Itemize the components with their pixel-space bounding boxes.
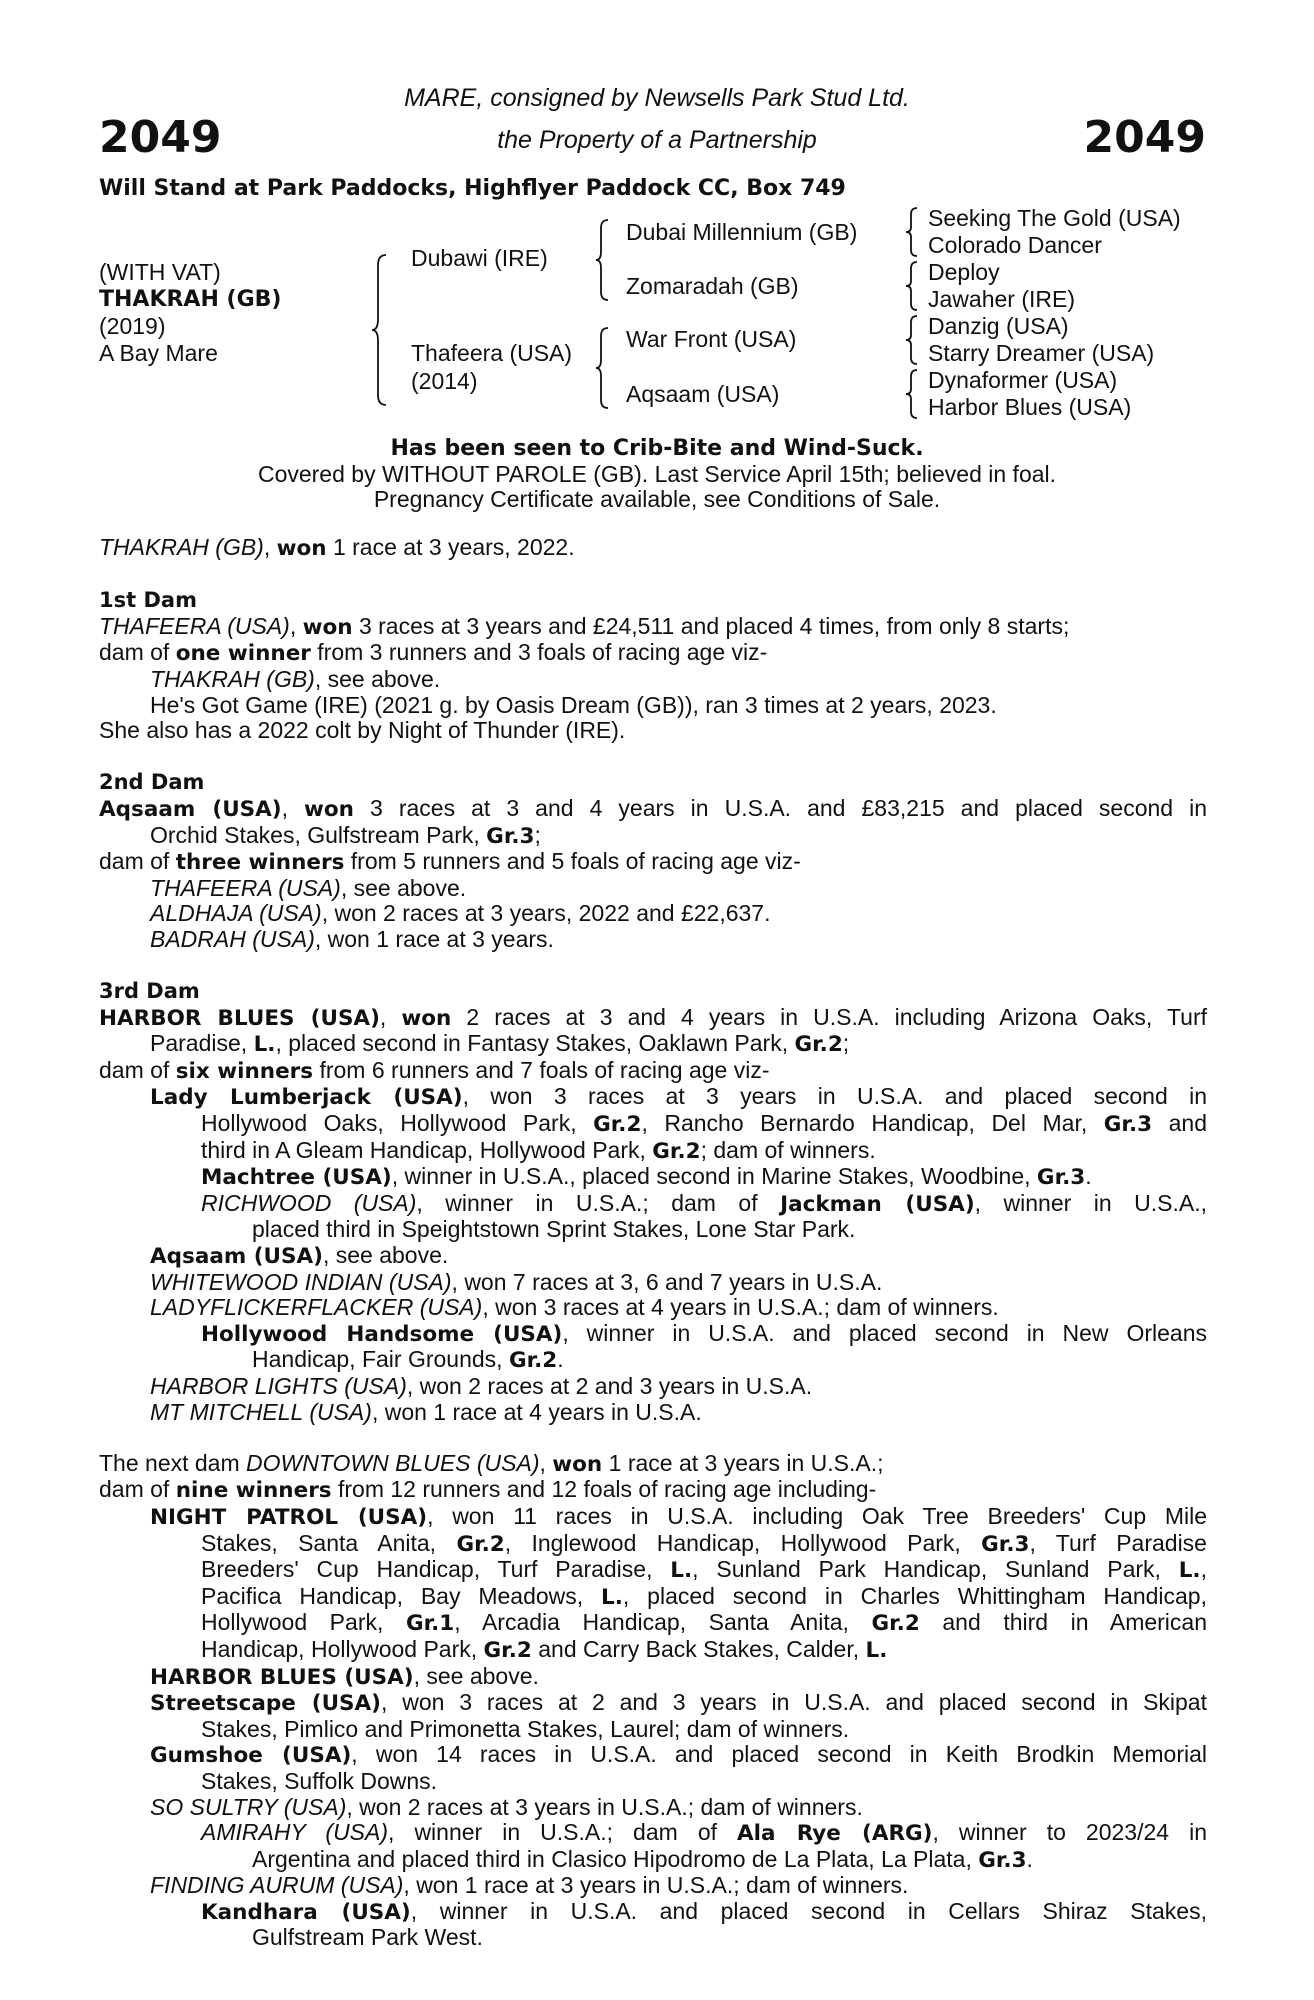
record-line — [99, 901, 1207, 927]
stand-line: Will Stand at Park Paddocks, Highflyer Paddock CC, Box 749 — [99, 176, 846, 201]
dam-dam-name: Aqsaam (USA) — [626, 381, 780, 407]
text-run: ; — [842, 1030, 850, 1057]
bold-text: won — [302, 614, 353, 640]
text-run: from 6 runners and 7 foals of racing age viz- — [313, 1056, 770, 1083]
text-run: third in A Gleam Handicap, Hollywood Park, — [201, 1136, 653, 1163]
record-line — [99, 1742, 1207, 1769]
record-line — [99, 587, 1207, 614]
text-run: Argentina and placed third in Clasico Hipodromo de La Plata, La Plata, — [252, 1845, 979, 1872]
bold-text: nine winners — [175, 1478, 332, 1504]
bold-text: HARBOR BLUES (USA) — [150, 1664, 414, 1690]
pedigree-brace-sire — [594, 218, 612, 302]
bold-text: one winner — [175, 641, 311, 667]
bold-text: Ala Rye (ARG) — [737, 1821, 933, 1847]
text-run: , see above. — [322, 1242, 449, 1269]
text-run: , — [281, 794, 305, 821]
sire-dam-name: Zomaradah (GB) — [626, 273, 799, 299]
pedigree-brace-g3 — [904, 314, 920, 366]
record-line — [99, 1769, 1207, 1795]
granddam-2: Jawaher (IRE) — [928, 286, 1075, 312]
bold-text: three winners — [175, 850, 345, 876]
italic-name: THAKRAH (GB) — [99, 534, 264, 560]
italic-name: FINDING AURUM (USA) — [150, 1872, 404, 1899]
text-run: dam of — [99, 1476, 176, 1503]
record-line — [99, 1321, 1207, 1348]
paragraph-gap — [99, 744, 1207, 770]
text-run: , Arcadia Handicap, Santa Anita, — [454, 1609, 872, 1636]
section-heading: 2nd Dam — [99, 770, 205, 795]
record-line — [99, 718, 1207, 744]
bold-text: Gr.2 — [483, 1637, 532, 1663]
text-run: , won 2 races at 2 and 3 years in U.S.A. — [406, 1373, 813, 1399]
record-line — [99, 1584, 1207, 1611]
text-run: , winner in U.S.A. and placed second in Cellars Shiraz Stakes, — [410, 1897, 1207, 1924]
bold-text: won — [304, 796, 354, 822]
text-run: , Rancho Bernardo Handicap, Del Mar, — [641, 1110, 1104, 1137]
text-run: Handicap, Fair Grounds, — [252, 1346, 509, 1373]
text-run: He's Got Game (IRE) (2021 g. by Oasis Dream (GB)), ran 3 times at 2 years, 2023. — [150, 691, 997, 718]
pedigree-brace-g2 — [904, 260, 920, 312]
text-run: , won 1 race at 3 years. — [314, 925, 554, 952]
text-run: Stakes, Suffolk Downs. — [201, 1767, 438, 1794]
record-line — [99, 927, 1207, 953]
text-run: , see above. — [413, 1662, 539, 1689]
paragraph-gap — [99, 562, 1207, 588]
granddam-1: Colorado Dancer — [928, 232, 1102, 258]
record-line — [99, 978, 1207, 1005]
bold-text: six winners — [175, 1058, 314, 1084]
text-run: , won 14 races in U.S.A. and placed second in Keith Brodkin Memorial — [351, 1741, 1207, 1768]
italic-name: HARBOR LIGHTS (USA) — [150, 1373, 407, 1399]
record-line — [99, 1164, 1207, 1191]
text-run: dam of — [99, 848, 176, 875]
text-run: . — [1026, 1845, 1033, 1872]
record-line — [99, 1084, 1207, 1111]
bold-text: Gr.1 — [405, 1611, 455, 1637]
text-run: 1 race at 3 years in U.S.A.; — [602, 1449, 884, 1476]
record-line — [99, 1925, 1207, 1951]
pedigree-brace-dam — [594, 326, 612, 410]
text-run: The next dam — [99, 1449, 247, 1476]
record-line — [99, 1795, 1207, 1821]
sire-sire-name: Dubai Millennium (GB) — [626, 219, 858, 245]
text-run: , won 3 races at 3 years in U.S.A. and placed second in — [462, 1083, 1207, 1110]
record-line — [99, 1873, 1207, 1899]
text-run: Gulfstream Park West. — [252, 1924, 483, 1951]
horse-description: A Bay Mare — [99, 340, 218, 366]
record-line — [99, 1504, 1207, 1531]
text-run: , winner to 2023/24 in — [932, 1819, 1207, 1846]
paragraph-gap — [99, 1425, 1207, 1451]
bold-text: Gr.3 — [1103, 1112, 1153, 1138]
bold-text: Streetscape (USA) — [150, 1691, 381, 1717]
text-run: Hollywood Oaks, Hollywood Park, — [201, 1110, 594, 1137]
text-run: from 5 runners and 5 foals of racing age viz- — [344, 848, 801, 875]
text-run: ; — [534, 821, 541, 848]
record-line — [99, 1031, 1207, 1058]
text-run: Stakes, Pimlico and Primonetta Stakes, Laurel; dam of winners. — [201, 1715, 850, 1742]
record-line — [99, 1557, 1207, 1584]
italic-name: MT MITCHELL (USA) — [150, 1398, 372, 1425]
italic-name: WHITEWOOD INDIAN (USA) — [150, 1268, 452, 1295]
italic-name: RICHWOOD (USA) — [201, 1189, 417, 1216]
bold-text: Machtree (USA) — [201, 1165, 392, 1191]
text-run: , placed second in Fantasy Stakes, Oaklawn Park, — [275, 1030, 795, 1057]
record-line — [99, 693, 1207, 719]
bold-text: Gr.2 — [456, 1531, 505, 1557]
record-line — [99, 1005, 1207, 1032]
consignor-line: MARE, consigned by Newsells Park Stud Ltd. — [404, 84, 910, 112]
text-run: , Inglewood Handicap, Hollywood Park, — [504, 1529, 982, 1556]
bold-text: Gumshoe (USA) — [150, 1743, 352, 1769]
text-run: , won 3 races at 4 years in U.S.A.; dam of winners. — [482, 1294, 999, 1321]
italic-name: LADYFLICKERFLACKER (USA) — [150, 1294, 483, 1321]
text-run: dam of — [99, 1056, 176, 1083]
text-run: , won 1 race at 3 years in U.S.A.; dam of winners. — [403, 1872, 909, 1899]
text-run: Orchid Stakes, Gulfstream Park, — [150, 821, 487, 848]
bold-text: Gr.2 — [652, 1138, 701, 1164]
record-line — [99, 1138, 1207, 1165]
italic-name: SO SULTRY (USA) — [150, 1793, 347, 1820]
record-line — [99, 1531, 1207, 1558]
text-run: , winner in U.S.A.; dam of — [388, 1819, 738, 1846]
record-line — [99, 769, 1207, 796]
property-line: the Property of a Partnership — [497, 126, 817, 154]
record-line — [99, 1295, 1207, 1321]
bold-text: Gr.2 — [871, 1611, 920, 1637]
granddam-4: Harbor Blues (USA) — [928, 394, 1132, 420]
bold-text: Aqsaam (USA) — [150, 1244, 323, 1270]
text-run: , winner in U.S.A., placed second in Marine Stakes, Woodbine, — [391, 1163, 1037, 1190]
dam-sire-name: War Front (USA) — [626, 326, 797, 352]
grandsire-3: Danzig (USA) — [928, 313, 1069, 339]
record-line — [99, 1820, 1207, 1847]
text-run: placed third in Speightstown Sprint Stakes, Lone Star Park. — [252, 1216, 856, 1243]
text-run: , placed second in Charles Whittingham Handicap, — [622, 1582, 1207, 1609]
record-line — [99, 1270, 1207, 1296]
record-line — [99, 535, 1207, 562]
record-line — [99, 1717, 1207, 1743]
section-heading: 3rd Dam — [99, 979, 200, 1004]
paragraph-gap — [99, 953, 1207, 979]
text-run: 3 races at 3 years and £24,511 and placed 4 times, from only 8 starts; — [352, 612, 1070, 639]
text-run: 2 races at 3 and 4 years in U.S.A. including Arizona Oaks, Turf — [451, 1003, 1208, 1030]
bold-text: L. — [865, 1637, 888, 1663]
italic-name: DOWNTOWN BLUES (USA) — [246, 1449, 540, 1476]
text-run: dam of — [99, 639, 176, 666]
text-run: 1 race at 3 years, 2022. — [326, 534, 575, 560]
bold-text: Gr.2 — [593, 1112, 642, 1138]
bold-text: Aqsaam (USA) — [99, 796, 282, 822]
bold-text: Gr.3 — [1036, 1165, 1086, 1191]
record-line — [99, 667, 1207, 693]
record-line — [99, 1477, 1207, 1504]
text-run: and third in American — [919, 1609, 1207, 1636]
text-run: Breeders' Cup Handicap, Turf Paradise, — [201, 1556, 671, 1583]
text-run: , won 1 race at 4 years in U.S.A. — [371, 1398, 702, 1425]
horse-year: (2019) — [99, 313, 166, 339]
bold-text: Lady Lumberjack (USA) — [150, 1085, 463, 1111]
record-line — [99, 823, 1207, 850]
text-run: and Carry Back Stakes, Calder, — [531, 1635, 866, 1662]
text-run: , won 7 races at 3, 6 and 7 years in U.S.A. — [451, 1268, 883, 1295]
record-line — [99, 1058, 1207, 1085]
record-line — [99, 1111, 1207, 1138]
italic-name: THAKRAH (GB) — [150, 665, 315, 692]
italic-name: BADRAH (USA) — [150, 925, 315, 952]
text-run: and — [1152, 1110, 1207, 1137]
text-run: Pacifica Handicap, Bay Meadows, — [201, 1582, 602, 1609]
bold-text: Kandhara (USA) — [201, 1899, 411, 1925]
text-run: , — [379, 1003, 402, 1030]
dam-year: (2014) — [411, 368, 478, 394]
text-run: , Turf Paradise — [1029, 1529, 1207, 1556]
text-run: , won 3 races at 2 and 3 years in U.S.A. and placed second in Skipat — [381, 1689, 1207, 1716]
record-line — [99, 1217, 1207, 1243]
bold-text: Gr.2 — [508, 1348, 558, 1374]
text-run: Paradise, — [150, 1030, 254, 1057]
horse-name: THAKRAH (GB) — [99, 287, 282, 312]
text-run: , Sunland Park Handicap, Sunland Park, — [692, 1556, 1179, 1583]
text-run: , winner in U.S.A. and placed second in New Orleans — [562, 1319, 1207, 1346]
pedigree-brace-g4 — [904, 368, 920, 420]
text-run: , — [539, 1449, 553, 1476]
italic-name: AMIRAHY (USA) — [201, 1819, 389, 1846]
text-run: Hollywood Park, — [201, 1609, 406, 1636]
bold-text: HARBOR BLUES (USA) — [99, 1005, 380, 1031]
text-run: , see above. — [340, 874, 467, 901]
text-run: from 3 runners and 3 foals of racing age viz- — [310, 639, 768, 666]
text-run: . — [557, 1346, 564, 1373]
record-line — [99, 876, 1207, 902]
grandsire-4: Dynaformer (USA) — [928, 367, 1118, 393]
grandsire-2: Deploy — [928, 259, 1000, 285]
text-run: , — [263, 534, 277, 560]
vat-label: (WITH VAT) — [99, 259, 221, 285]
bold-text: L. — [670, 1558, 693, 1584]
record-line — [99, 796, 1207, 823]
text-run: Handicap, Hollywood Park, — [201, 1635, 484, 1662]
sire-name: Dubawi (IRE) — [411, 245, 548, 271]
text-run: , — [289, 612, 303, 639]
certificate-note: Pregnancy Certificate available, see Conditions of Sale. — [373, 486, 941, 512]
bold-text: Hollywood Handsome (USA) — [201, 1321, 563, 1347]
grandsire-1: Seeking The Gold (USA) — [928, 205, 1181, 231]
record-line — [99, 1664, 1207, 1691]
bold-text: Gr.3 — [981, 1531, 1030, 1557]
vice-warning: Has been seen to Crib-Bite and Wind-Suck. — [390, 436, 924, 461]
text-run: , winner in U.S.A., — [974, 1189, 1207, 1216]
text-run: She also has a 2022 colt by Night of Thunder (IRE). — [99, 717, 626, 744]
text-run: , — [1200, 1556, 1207, 1583]
text-run: ; dam of winners. — [700, 1136, 876, 1163]
bold-text: won — [401, 1005, 452, 1031]
record-line — [99, 1637, 1207, 1664]
text-run: , won 2 races at 3 years, 2022 and £22,637. — [321, 900, 771, 927]
produce-record — [99, 535, 1207, 1951]
italic-name: THAFEERA (USA) — [150, 874, 341, 901]
bold-text: Gr.3 — [486, 823, 535, 849]
record-line — [99, 1191, 1207, 1218]
record-line — [99, 1610, 1207, 1637]
granddam-3: Starry Dreamer (USA) — [928, 340, 1155, 366]
record-line — [99, 1899, 1207, 1926]
bold-text: Gr.2 — [794, 1032, 843, 1058]
record-line — [99, 1847, 1207, 1874]
text-run: , winner in U.S.A.; dam of — [416, 1189, 781, 1216]
bold-text: Jackman (USA) — [780, 1191, 975, 1217]
covered-note: Covered by WITHOUT PAROLE (GB). Last Service April 15th; believed in foal. — [257, 461, 1057, 487]
bold-text: won — [552, 1451, 603, 1477]
record-line — [99, 1451, 1207, 1478]
record-line — [99, 1690, 1207, 1717]
record-line — [99, 614, 1207, 641]
bold-text: won — [276, 536, 327, 561]
text-run: , won 11 races in U.S.A. including Oak Tree Breeders' Cup Mile — [427, 1502, 1207, 1529]
bold-text: NIGHT PATROL (USA) — [150, 1504, 428, 1530]
lot-number-right: 2049 — [1083, 112, 1206, 163]
record-line — [99, 1374, 1207, 1400]
record-line — [99, 1243, 1207, 1270]
text-run: , see above. — [314, 665, 441, 692]
lot-number-left: 2049 — [99, 112, 222, 163]
bold-text: L. — [1178, 1558, 1201, 1584]
text-run: , won 2 races at 3 years in U.S.A.; dam of winners. — [346, 1793, 863, 1820]
section-heading: 1st Dam — [99, 588, 197, 613]
record-line — [99, 1347, 1207, 1374]
text-run: Stakes, Santa Anita, — [201, 1529, 457, 1556]
italic-name: THAFEERA (USA) — [99, 612, 290, 639]
text-run: . — [1085, 1163, 1092, 1190]
pedigree-brace-main — [370, 253, 390, 407]
bold-text: L. — [253, 1032, 276, 1058]
dam-name: Thafeera (USA) — [411, 340, 573, 366]
bold-text: L. — [601, 1584, 623, 1610]
pedigree-brace-g1 — [904, 206, 920, 258]
italic-name: ALDHAJA (USA) — [150, 900, 322, 927]
text-run: from 12 runners and 12 foals of racing age including- — [331, 1476, 877, 1503]
record-line — [99, 1400, 1207, 1426]
bold-text: Gr.3 — [978, 1847, 1027, 1873]
record-line — [99, 849, 1207, 876]
record-line — [99, 640, 1207, 667]
text-run: 3 races at 3 and 4 years in U.S.A. and £83,215 and placed second in — [354, 794, 1207, 821]
